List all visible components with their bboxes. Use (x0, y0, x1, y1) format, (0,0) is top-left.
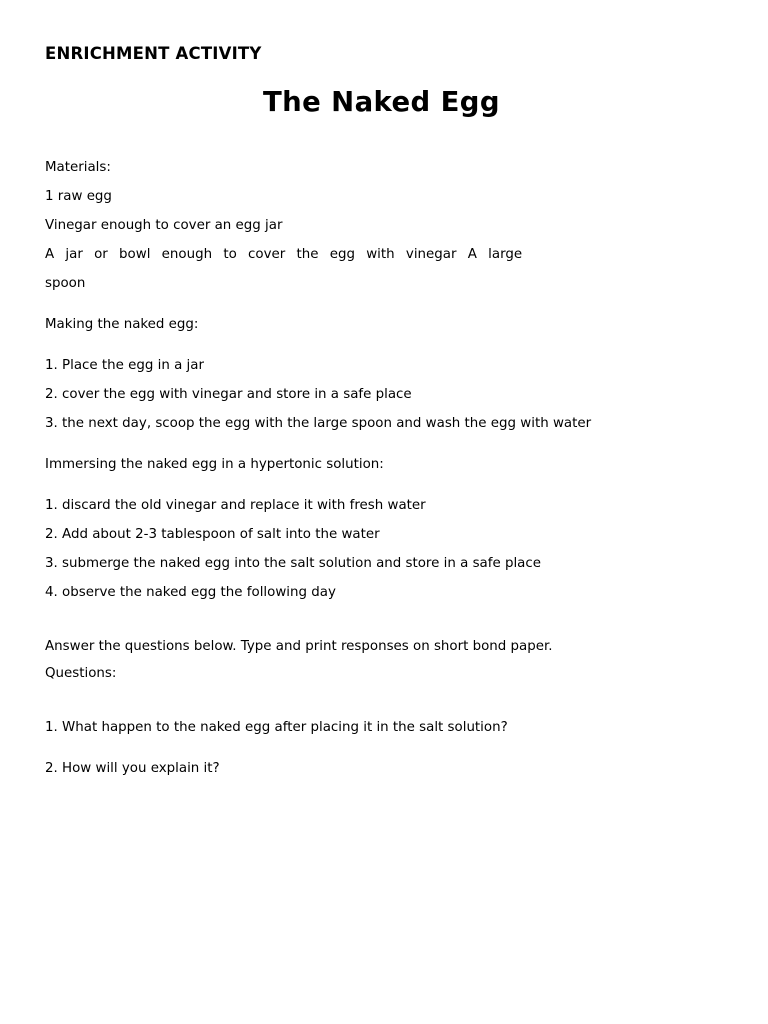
immersing-step: 1. discard the old vinegar and replace it with fresh water (45, 498, 426, 513)
making-step: 1. Place the egg in a jar (45, 358, 204, 373)
making-step: 2. cover the egg with vinegar and store in a safe place (45, 387, 412, 402)
immersing-heading: Immersing the naked egg in a hypertonic solution: (45, 457, 384, 472)
immersing-step: 2. Add about 2-3 tablespoon of salt into the water (45, 527, 380, 542)
making-heading: Making the naked egg: (45, 317, 199, 332)
question-item: 2. How will you explain it? (45, 761, 220, 776)
page-title: The Naked Egg (263, 86, 500, 118)
materials-item: Vinegar enough to cover an egg jar (45, 218, 283, 233)
materials-item: spoon (45, 276, 86, 291)
question-item: 1. What happen to the naked egg after placing it in the salt solution? (45, 720, 508, 735)
materials-item: 1 raw egg (45, 189, 112, 204)
materials-heading: Materials: (45, 160, 111, 175)
immersing-step: 3. submerge the naked egg into the salt solution and store in a safe place (45, 556, 541, 571)
questions-heading: Questions: (45, 666, 117, 681)
immersing-step: 4. observe the naked egg the following day (45, 585, 336, 600)
instructions-text: Answer the questions below. Type and print responses on short bond paper. (45, 639, 553, 654)
activity-header: ENRICHMENT ACTIVITY (45, 44, 262, 63)
materials-item: A jar or bowl enough to cover the egg with vinegar A large (45, 247, 523, 262)
making-step: 3. the next day, scoop the egg with the large spoon and wash the egg with water (45, 416, 592, 431)
